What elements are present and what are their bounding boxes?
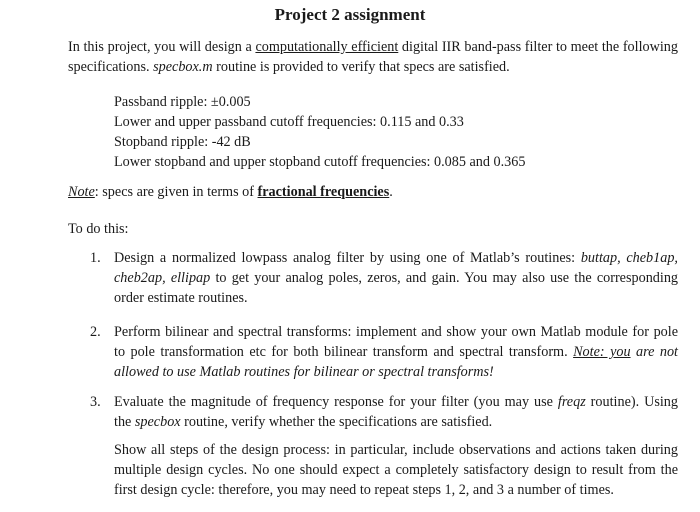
list-item — [90, 392, 678, 432]
spec-item: Lower stopband and upper stopband cutoff frequencies: 0.085 and 0.365 — [114, 154, 526, 170]
spec-item: Passband ripple: ±0.005 — [114, 94, 251, 110]
step-text: Design a normalized lowpass analog filter by using one of Matlab’s routines: — [114, 250, 581, 266]
step-text-end: routine, verify whether the specifications are satisfied. — [180, 414, 493, 430]
list-number: 1. — [90, 250, 101, 266]
steps-list — [90, 248, 678, 500]
intro-paragraph — [68, 37, 678, 77]
step-note-label: Note: you — [573, 344, 631, 360]
step-text: Evaluate the magnitude of frequency response for your filter (you may use — [114, 394, 558, 410]
note-label: Note — [68, 184, 95, 200]
intro-text-end: routine is provided to verify that specs are satisfied. — [212, 59, 510, 75]
spec-item: Stopband ripple: -42 dB — [114, 134, 251, 150]
step-note-text: are not allowed to use Matlab routines for bilinear or spectral transforms! — [114, 344, 678, 380]
list-item — [90, 248, 678, 308]
intro-text-mid: digital IIR band-pass filter to meet the following specifications. — [68, 39, 678, 75]
step-text-end: to get your analog poles, zeros, and gain. You may also use the corresponding order estimate routines. — [114, 270, 679, 306]
spec-item: Lower and upper passband cutoff frequencies: 0.115 and 0.33 — [114, 114, 464, 130]
step-routines: buttap, cheb1ap, cheb2ap, ellipap — [114, 250, 678, 286]
intro-emphasis: computationally efficient — [255, 39, 399, 55]
note-paragraph — [68, 182, 678, 202]
list-number: 2. — [90, 324, 101, 340]
page-title: Project 2 assignment — [274, 5, 426, 24]
step-function: specbox — [134, 414, 181, 430]
todo-heading: To do this: — [68, 221, 129, 237]
step-text: Perform bilinear and spectral transforms: implement and show your own Matlab module for pole to pole transformation etc for both bilinear transform and spectral transform. — [114, 324, 678, 360]
step-text-mid: routine). Using the — [114, 394, 678, 430]
spec-list — [114, 92, 674, 172]
note-text: : specs are given in terms of — [94, 184, 258, 200]
list-number: 3. — [90, 394, 101, 410]
note-end: . — [389, 184, 393, 200]
intro-text: In this project, you will design a — [68, 39, 256, 55]
intro-filename: specbox.m — [153, 59, 213, 75]
closing-paragraph: Show all steps of the design process: in particular, include observations and actions taken during multiple design cycles. No one should expect a completely satisfactory design to result from the first design cycle: therefore, you may need to repeat steps 1, 2, and 3 a number of times. — [114, 442, 678, 498]
list-item — [90, 322, 678, 382]
note-term: fractional frequencies — [257, 184, 390, 200]
step-function: freqz — [557, 394, 586, 410]
